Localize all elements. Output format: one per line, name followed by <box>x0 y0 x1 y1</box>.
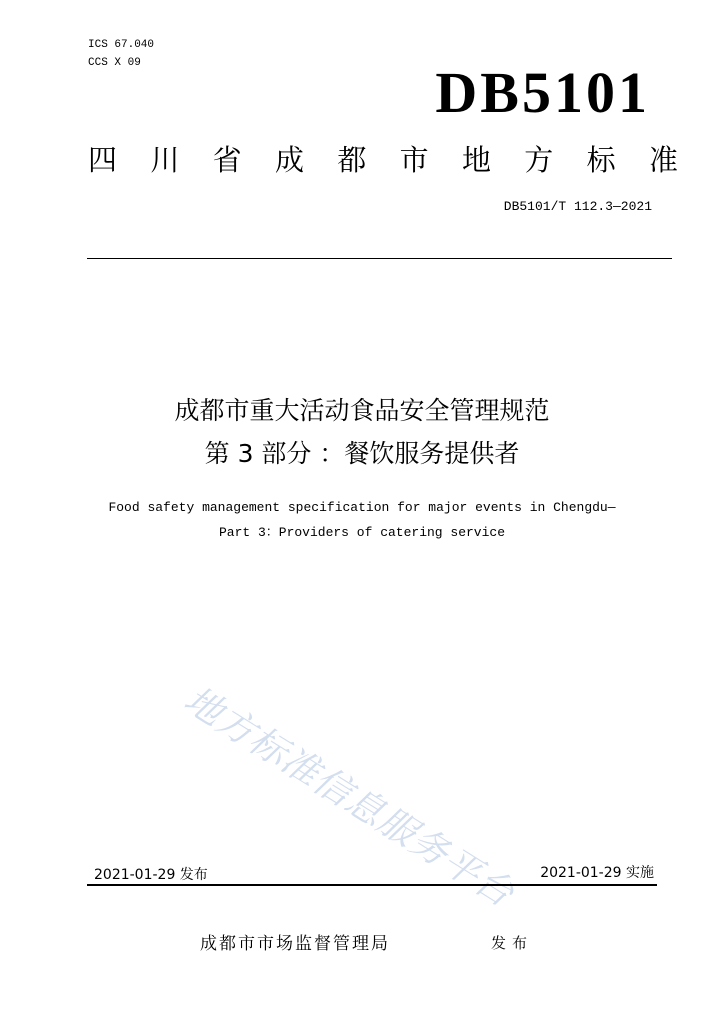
ccs-code: CCS X 09 <box>88 57 141 69</box>
bottom-divider <box>87 884 657 886</box>
title-cn-line1: 成都市重大活动食品安全管理规范 <box>174 396 550 425</box>
issuer-char: 准 <box>648 143 678 177</box>
title-en-line1: Food safety management specification for major events in Chengdu— <box>108 500 616 515</box>
issuer-char: 标 <box>586 143 616 177</box>
publisher-name: 成都市市场监督管理局 <box>200 934 390 954</box>
standard-code: DB5101 <box>435 60 650 125</box>
title-en-line2: Part 3：Providers of catering service <box>218 525 506 540</box>
issuer-char: 地 <box>461 143 491 177</box>
issuer-char: 省 <box>212 143 242 177</box>
publish-verb: 发布 <box>491 934 534 952</box>
top-divider <box>87 258 672 259</box>
ics-code: ICS 67.040 <box>88 39 155 51</box>
standard-number: DB5101/T 112.3—2021 <box>503 199 652 214</box>
issuer-char: 成 <box>274 143 304 177</box>
implement-date: 2021-01-29 实施 <box>540 865 654 881</box>
title-cn-line2: 第 3 部分 ：餐饮服务提供者 <box>204 439 520 468</box>
watermark: 地方标准信息服务平台 <box>176 677 522 916</box>
issuer-char: 都 <box>337 143 367 177</box>
issuer-char: 四 <box>88 143 118 177</box>
issuer-region <box>88 142 678 178</box>
issuer-char: 方 <box>524 143 554 177</box>
issuer-char: 市 <box>399 143 429 177</box>
issuer-char: 川 <box>150 143 180 177</box>
publish-date: 2021-01-29 发布 <box>94 867 208 883</box>
